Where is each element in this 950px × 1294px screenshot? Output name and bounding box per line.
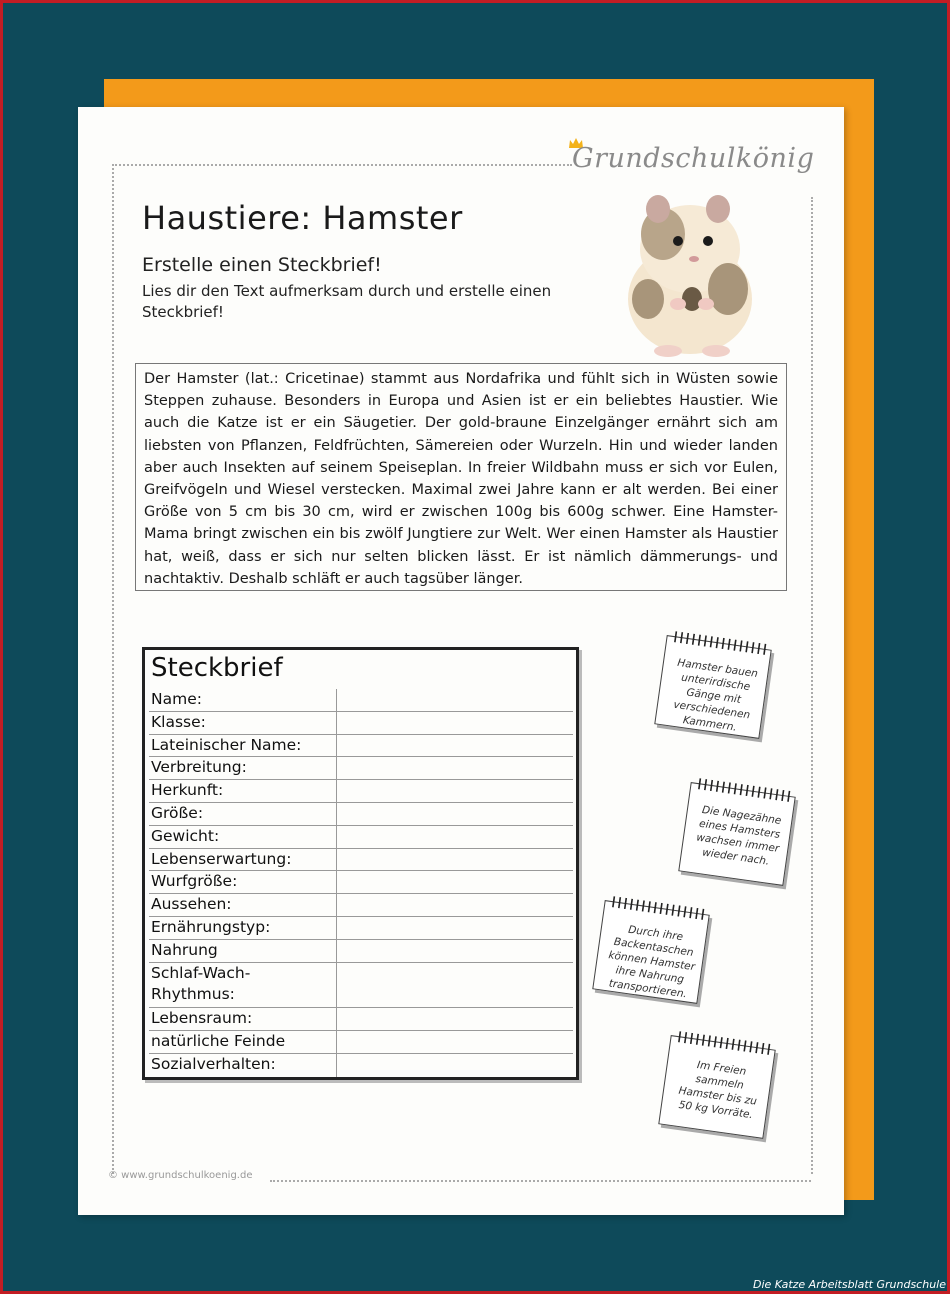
worksheet [78,107,844,1215]
row-label: Herkunft: [149,780,337,802]
steckbrief-rows [149,689,573,1077]
table-row [149,871,573,894]
fact-note-2 [678,782,795,886]
answer-field[interactable] [337,917,573,939]
table-row [149,735,573,758]
table-row [149,803,573,826]
answer-field[interactable] [337,689,573,711]
table-row [149,1031,573,1054]
fact-note-4 [658,1035,775,1139]
table-row [149,849,573,872]
table-row [149,894,573,917]
answer-field[interactable] [337,712,573,734]
answer-field[interactable] [337,849,573,871]
fact-note-3 [592,900,709,1004]
row-label: Verbreitung: [149,757,337,779]
dotted-border-right [811,197,813,1174]
answer-field[interactable] [337,757,573,779]
fact-note-1 [654,635,771,739]
table-row [149,826,573,849]
dotted-border-top [112,164,572,166]
table-row [149,689,573,712]
answer-field[interactable] [337,1031,573,1053]
steckbrief-title: Steckbrief [151,653,283,683]
answer-field[interactable] [337,1008,573,1030]
dotted-border-left [112,164,114,1174]
row-label: Nahrung [149,940,337,962]
row-label: Schlaf-Wach- Rhythmus: [149,963,337,1008]
table-row [149,1008,573,1031]
row-label: Aussehen: [149,894,337,916]
note-text: Durch ihre Backentaschen können Hamster ihre Nahrung transportieren. [607,923,696,1001]
answer-field[interactable] [337,826,573,848]
table-row [149,917,573,940]
steckbrief-form [142,647,579,1080]
answer-field[interactable] [337,1054,573,1077]
info-text-box: Der Hamster (lat.: Cricetinae) stammt aus Nordafrika und fühlt sich in Wüsten sowie Steppen zuhause. Besonders in Europa und Asien ist er ein beliebtes Haustier. Wie auch die Katze ist er ein Säugetier. Der gold-braune Einzelgänger ernährt sich am liebsten von Pflanzen, Feldfrüchten, Sämereien oder Wurzeln. Hin und wieder landen aber auch Insekten auf seinem Speiseplan. In freier Wildbahn muss er sich vor Eulen, Greifvögeln und Wiesel verstecken. Maximal zwei Jahre kann er alt werden. Bei einer Größe von 5 cm bis 30 cm, wird er zwischen 100g bis 600g schwer. Eine Hamster-Mama bringt zwischen ein bis zwölf Jungtiere zur Welt. Wer einen Hamster als Haustier hat, weiß, dass er sich nur selten blicken lässt. Er ist nämlich dämmerungs- und nachtaktiv. Deshalb schläft er auch tagsüber länger. [135,363,787,591]
answer-field[interactable] [337,735,573,757]
instruction-text: Lies dir den Text aufmerksam durch und erstelle einen Steckbrief! [142,282,552,321]
note-text: Hamster bauen unterirdische Gänge mit verschiedenen Kammern. [672,656,759,734]
row-label: Lebensraum: [149,1008,337,1030]
note-text: Im Freien sammeln Hamster bis zu 50 kg Vorräte. [677,1059,758,1122]
footer-copyright: © www.grundschulkoenig.de [108,1170,253,1181]
table-row [149,780,573,803]
row-label: Lebenserwartung: [149,849,337,871]
caption-watermark: Die Katze Arbeitsblatt Grundschule [752,1278,946,1291]
table-row [149,963,573,1009]
row-label: Wurfgröße: [149,871,337,893]
answer-field[interactable] [337,940,573,962]
spiral-binding-icon [675,1028,772,1057]
answer-field[interactable] [337,871,573,893]
answer-field[interactable] [337,803,573,825]
table-row [149,940,573,963]
subtitle: Erstelle einen Steckbrief! [142,254,382,276]
spiral-binding-icon [695,775,792,804]
answer-field[interactable] [337,894,573,916]
row-label: Größe: [149,803,337,825]
row-label: natürliche Feinde [149,1031,337,1053]
row-label: Klasse: [149,712,337,734]
answer-field[interactable] [337,780,573,802]
dotted-border-bottom [270,1180,811,1182]
spiral-binding-icon [671,628,768,657]
row-label: Gewicht: [149,826,337,848]
row-label: Sozialverhalten: [149,1054,337,1077]
row-label: Lateinischer Name: [149,735,337,757]
hamster-illustration [608,179,768,359]
table-row [149,757,573,780]
page-title: Haustiere: Hamster [142,199,463,237]
row-label: Name: [149,689,337,711]
note-text: Die Nagezähne eines Hamsters wachsen immer wieder nach. [695,803,783,868]
row-label: Ernährungstyp: [149,917,337,939]
answer-field[interactable] [337,963,573,1008]
table-row [149,712,573,735]
logo: Grundschulkönig [572,143,815,174]
table-row [149,1054,573,1077]
spiral-binding-icon [609,893,706,922]
